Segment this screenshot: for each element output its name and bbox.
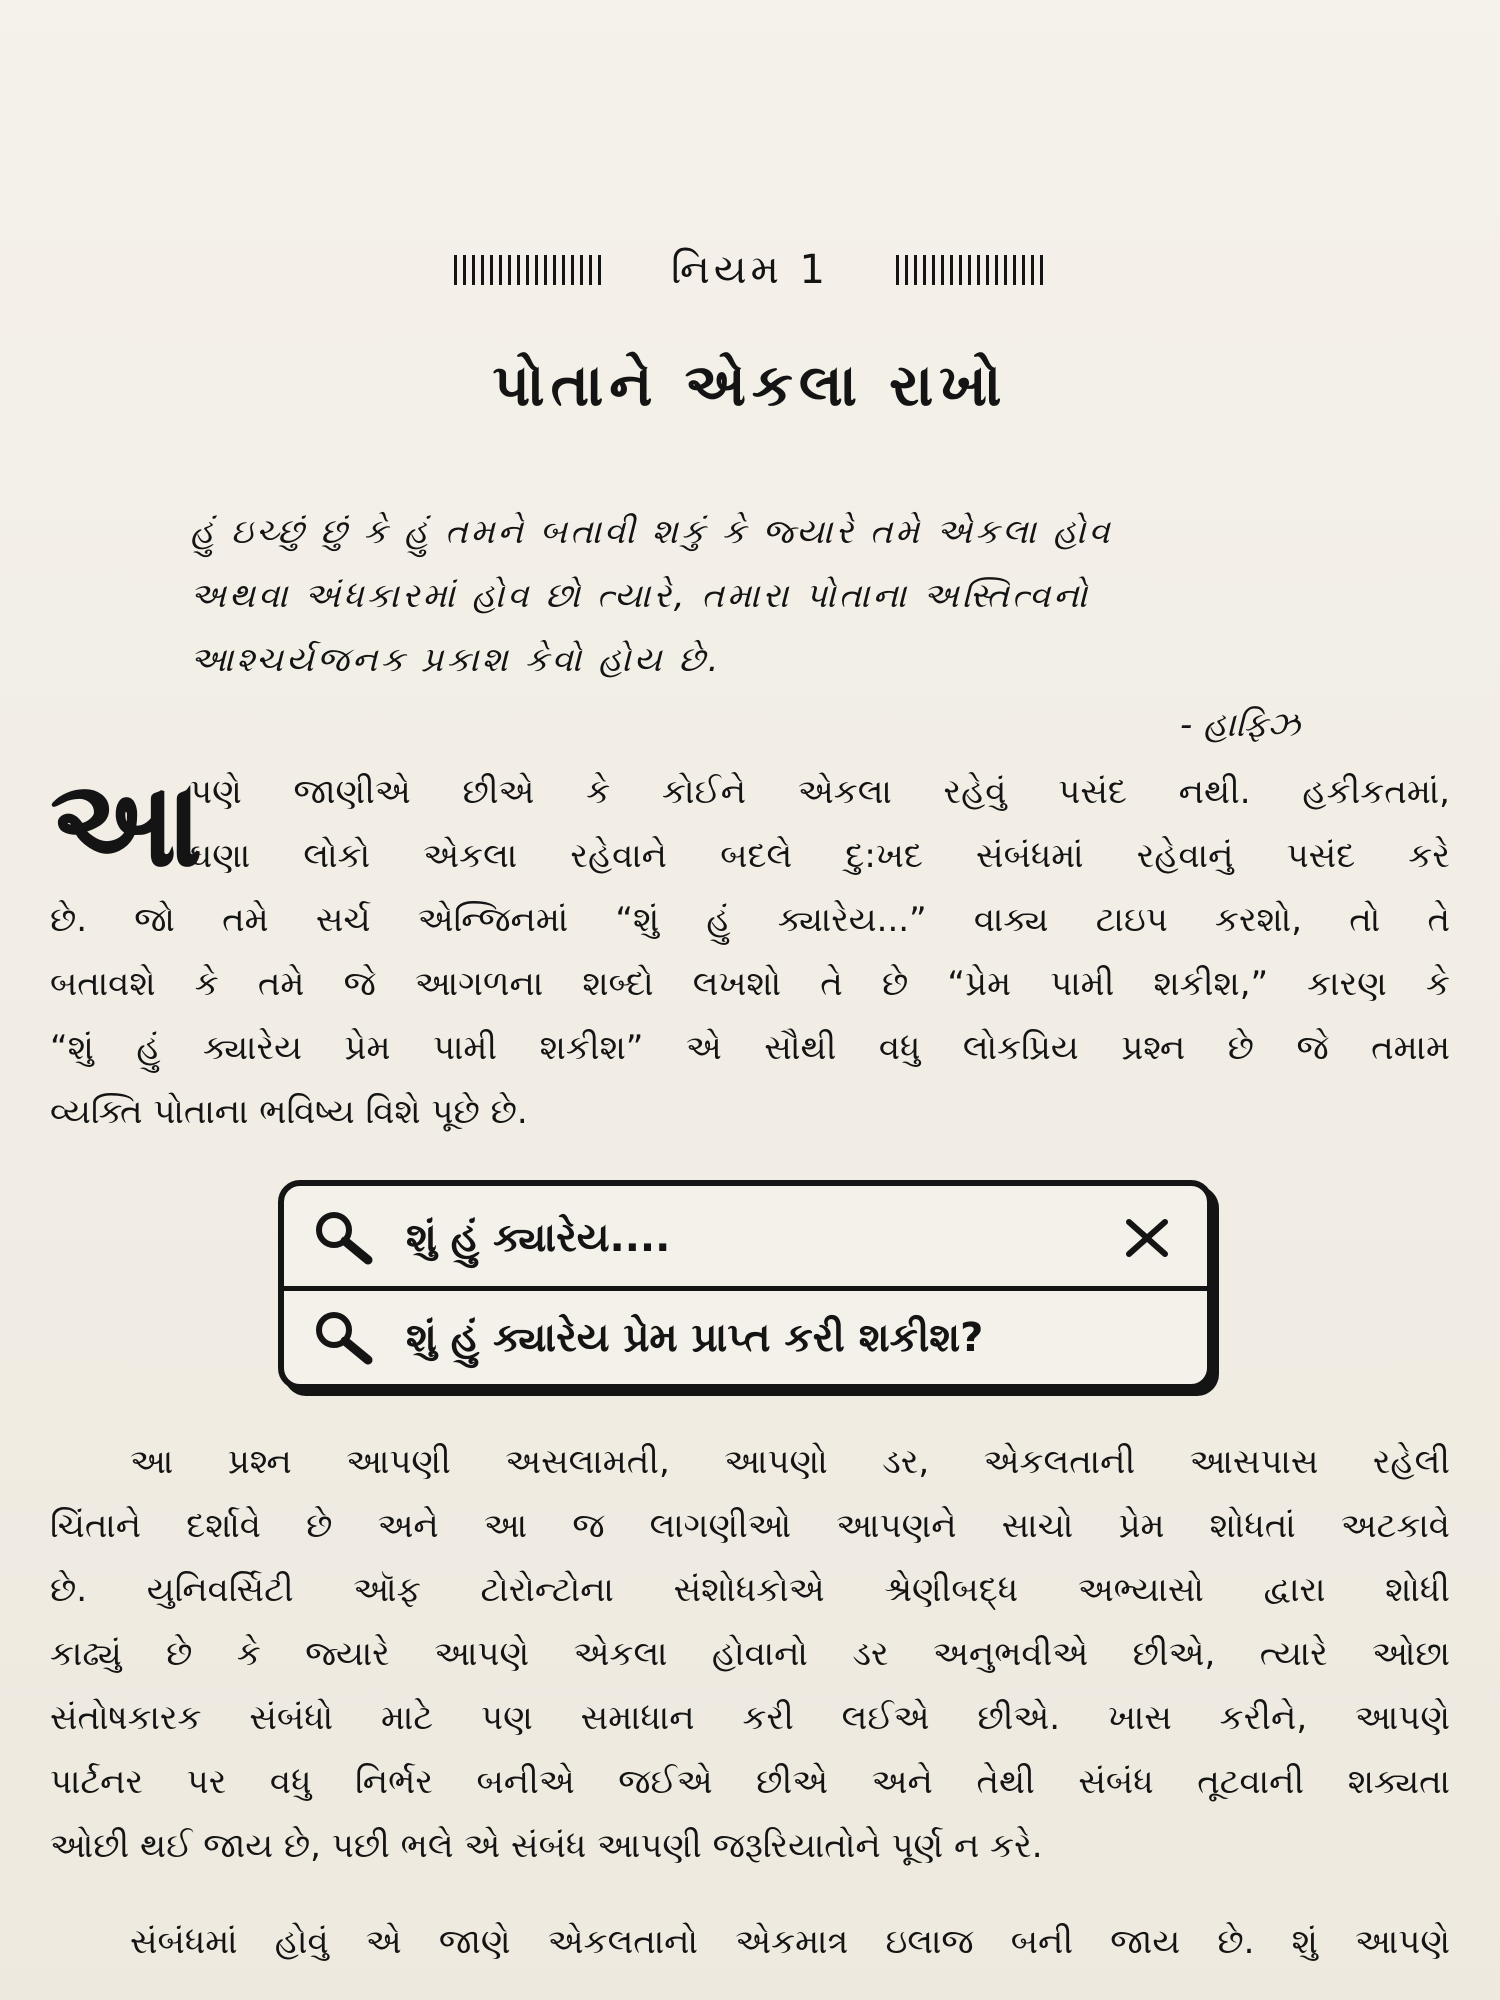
drop-cap: આ: [50, 755, 203, 894]
epigraph-line: આશ્ચર્યજનક પ્રકાશ કેવો હોય છે.: [190, 640, 722, 680]
chapter-title: પોતાને એકલા રાખો: [492, 351, 1008, 419]
paragraph-line: બતાવશે કે તમે જે આગળના શબ્દો લખશો તે છે “પ્રેમ પામી શકીશ,” કારણ કે: [50, 964, 1450, 1004]
chapter-label: નિયમ 1: [670, 247, 829, 293]
search-query-text: શું હું ક્યારેય....: [406, 1215, 671, 1261]
paragraph-line: પણે જાણીએ છીએ કે કોઈને એકલા રહેવું પસંદ નથી. હકીકતમાં,: [190, 772, 1450, 812]
paragraph-2: [50, 1430, 1450, 1878]
paragraph-1: [50, 755, 1450, 1144]
epigraph-attribution: - હાફિઝ: [1180, 705, 1300, 745]
paragraph-line: ઘણા લોકો એકલા રહેવાને બદલે દુ:ખદ સંબંધમાં રહેવાનું પસંદ કરે: [190, 836, 1450, 876]
chapter-heading: [0, 238, 1500, 300]
paragraph-line: આ પ્રશ્ન આપણી અસલામતી, આપણો ડર, એકલતાની આસપાસ રહેલી: [130, 1442, 1450, 1482]
paragraph-line: છે. યુનિવર્સિટી ઑફ ટોરોન્ટોના સંશોધકોએ શ્રેણીબદ્ધ અભ્યાસો દ્વારા શોધી: [50, 1570, 1450, 1610]
epigraph-quote: [190, 500, 1340, 692]
paragraph-3: [50, 1910, 1450, 1974]
paragraph-line: સંબંધમાં હોવું એ જાણે એકલતાનો એકમાત્ર ઇલાજ બની જાય છે. શું આપણે: [130, 1922, 1450, 1962]
paragraph-line: ઓછી થઈ જાય છે, પછી ભલે એ સંબંધ આપણી જરૂરિયાતોને પૂર્ણ ન કરે.: [50, 1826, 1043, 1866]
search-icon: [310, 1308, 380, 1368]
paragraph-line: ચિંતાને દર્શાવે છે અને આ જ લાગણીઓ આપણને સાચો પ્રેમ શોધતાં અટકાવે: [50, 1506, 1450, 1546]
search-query-row: [284, 1190, 1207, 1291]
epigraph-line: હું ઇચ્છું છું કે હું તમને બતાવી શકું કે જ્યારે તમે એકલા હોવ: [190, 512, 1113, 552]
decorative-bars-left: [454, 255, 604, 285]
paragraph-line: છે. જો તમે સર્ચ એન્જિનમાં “શું હું ક્યારેય...” વાક્ય ટાઇપ કરશો, તો તે: [50, 900, 1450, 940]
search-icon: [310, 1208, 380, 1268]
search-box-illustration: [278, 1180, 1213, 1390]
paragraph-line: વ્યક્તિ પોતાના ભવિષ્ય વિશે પૂછે છે.: [50, 1092, 528, 1132]
epigraph-line: અથવા અંધકારમાં હોવ છો ત્યારે, તમારા પોતાના અસ્તિત્વનો: [190, 576, 1091, 616]
paragraph-line: પાર્ટનર પર વધુ નિર્ભર બનીએ જઈએ છીએ અને તેથી સંબંધ તૂટવાની શક્યતા: [50, 1762, 1450, 1802]
paragraph-line: સંતોષકારક સંબંધો માટે પણ સમાધાન કરી લઈએ છીએ. ખાસ કરીને, આપણે: [50, 1698, 1450, 1738]
search-suggestion-row: [284, 1290, 1207, 1386]
close-icon: [1117, 1208, 1177, 1268]
search-suggestion-text: શું હું ક્યારેય પ્રેમ પ્રાપ્ત કરી શકીશ?: [406, 1315, 984, 1361]
paragraph-line: કાઢ્યું છે કે જ્યારે આપણે એકલા હોવાનો ડર અનુભવીએ છીએ, ત્યારે ઓછા: [50, 1634, 1450, 1674]
decorative-bars-right: [896, 255, 1046, 285]
paragraph-line: “શું હું ક્યારેય પ્રેમ પામી શકીશ” એ સૌથી વધુ લોકપ્રિય પ્રશ્ન છે જે તમામ: [50, 1028, 1450, 1068]
